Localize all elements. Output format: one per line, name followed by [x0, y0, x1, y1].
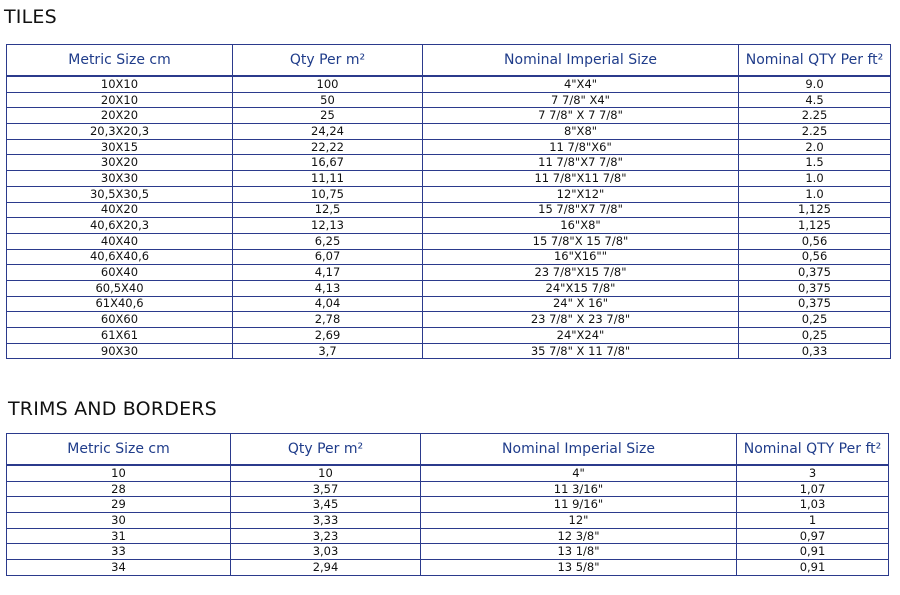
trims-header-row — [7, 434, 889, 466]
metric-size-cell: 40,6X20,3 — [7, 218, 233, 234]
qty-per-ft2-cell: 2.25 — [739, 124, 891, 140]
imperial-size-cell: 16"X8" — [423, 218, 739, 234]
metric-size-cell: 30X30 — [7, 171, 233, 187]
imperial-size-cell: 24" X 16" — [423, 296, 739, 312]
qty-per-m2-cell: 6,25 — [233, 233, 423, 249]
imperial-size-cell: 7 7/8" X 7 7/8" — [423, 108, 739, 124]
qty-per-m2-cell: 3,23 — [231, 528, 421, 544]
qty-per-m2-cell: 2,78 — [233, 312, 423, 328]
qty-per-ft2-cell: 0,375 — [739, 265, 891, 281]
trims-section-title: TRIMS AND BORDERS — [8, 398, 217, 420]
imperial-size-cell: 4" — [421, 465, 737, 481]
qty-per-m2-cell: 4,17 — [233, 265, 423, 281]
metric-size-cell: 30,5X30,5 — [7, 186, 233, 202]
qty-per-m2-cell: 3,45 — [231, 497, 421, 513]
imperial-size-cell: 15 7/8"X 15 7/8" — [423, 233, 739, 249]
qty-per-ft2-cell: 0,375 — [739, 280, 891, 296]
qty-per-m2-cell: 12,5 — [233, 202, 423, 218]
imperial-size-cell: 23 7/8"X15 7/8" — [423, 265, 739, 281]
table-row — [7, 171, 891, 187]
metric-size-cell: 20X20 — [7, 108, 233, 124]
table-row — [7, 296, 891, 312]
table-row — [7, 233, 891, 249]
metric-size-cell: 30X15 — [7, 139, 233, 155]
imperial-size-cell: 8"X8" — [423, 124, 739, 140]
table-row — [7, 124, 891, 140]
table-row — [7, 544, 889, 560]
metric-size-cell: 20X10 — [7, 92, 233, 108]
qty-per-m2-cell: 10,75 — [233, 186, 423, 202]
qty-per-ft2-cell: 2.0 — [739, 139, 891, 155]
imperial-size-cell: 13 5/8" — [421, 560, 737, 576]
metric-size-cell: 60,5X40 — [7, 280, 233, 296]
qty-per-m2-cell: 3,33 — [231, 513, 421, 529]
tiles-table-body — [7, 76, 891, 359]
table-row — [7, 108, 891, 124]
qty-per-ft2-cell: 9.0 — [739, 76, 891, 92]
qty-per-m2-cell: 4,04 — [233, 296, 423, 312]
qty-per-ft2-cell: 0,91 — [737, 544, 889, 560]
table-row — [7, 328, 891, 344]
column-header-metric-size: Metric Size cm — [7, 45, 233, 77]
imperial-size-cell: 4"X4" — [423, 76, 739, 92]
column-header-qty-per-ft2: Nominal QTY Per ft² — [737, 434, 889, 466]
metric-size-cell: 30 — [7, 513, 231, 529]
table-row — [7, 497, 889, 513]
metric-size-cell: 10 — [7, 465, 231, 481]
qty-per-m2-cell: 6,07 — [233, 249, 423, 265]
imperial-size-cell: 12"X12" — [423, 186, 739, 202]
imperial-size-cell: 24"X24" — [423, 328, 739, 344]
imperial-size-cell: 12 3/8" — [421, 528, 737, 544]
qty-per-ft2-cell: 1,125 — [739, 202, 891, 218]
qty-per-m2-cell: 22,22 — [233, 139, 423, 155]
imperial-size-cell: 11 9/16" — [421, 497, 737, 513]
qty-per-ft2-cell: 3 — [737, 465, 889, 481]
table-row — [7, 139, 891, 155]
qty-per-m2-cell: 2,94 — [231, 560, 421, 576]
qty-per-ft2-cell: 1.0 — [739, 186, 891, 202]
table-row — [7, 513, 889, 529]
column-header-qty-per-m2: Qty Per m² — [231, 434, 421, 466]
metric-size-cell: 40,6X40,6 — [7, 249, 233, 265]
table-row — [7, 265, 891, 281]
qty-per-ft2-cell: 0,33 — [739, 343, 891, 359]
qty-per-m2-cell: 100 — [233, 76, 423, 92]
trims-table — [6, 433, 889, 576]
imperial-size-cell: 35 7/8" X 11 7/8" — [423, 343, 739, 359]
metric-size-cell: 60X40 — [7, 265, 233, 281]
table-row — [7, 186, 891, 202]
qty-per-m2-cell: 4,13 — [233, 280, 423, 296]
table-row — [7, 155, 891, 171]
table-row — [7, 528, 889, 544]
qty-per-m2-cell: 2,69 — [233, 328, 423, 344]
column-header-qty-per-ft2: Nominal QTY Per ft² — [739, 45, 891, 77]
qty-per-m2-cell: 25 — [233, 108, 423, 124]
qty-per-ft2-cell: 0,25 — [739, 328, 891, 344]
imperial-size-cell: 11 3/16" — [421, 481, 737, 497]
tiles-section-title: TILES — [4, 6, 57, 28]
qty-per-ft2-cell: 0,375 — [739, 296, 891, 312]
table-row — [7, 343, 891, 359]
metric-size-cell: 90X30 — [7, 343, 233, 359]
imperial-size-cell: 15 7/8"X7 7/8" — [423, 202, 739, 218]
table-row — [7, 92, 891, 108]
tiles-table — [6, 44, 891, 359]
qty-per-ft2-cell: 0,91 — [737, 560, 889, 576]
qty-per-ft2-cell: 2.25 — [739, 108, 891, 124]
trims-table-body — [7, 465, 889, 575]
column-header-metric-size: Metric Size cm — [7, 434, 231, 466]
metric-size-cell: 30X20 — [7, 155, 233, 171]
imperial-size-cell: 23 7/8" X 23 7/8" — [423, 312, 739, 328]
metric-size-cell: 61X40,6 — [7, 296, 233, 312]
qty-per-ft2-cell: 1.5 — [739, 155, 891, 171]
tiles-header-row — [7, 45, 891, 77]
table-row — [7, 249, 891, 265]
imperial-size-cell: 24"X15 7/8" — [423, 280, 739, 296]
qty-per-ft2-cell: 0,25 — [739, 312, 891, 328]
imperial-size-cell: 7 7/8" X4" — [423, 92, 739, 108]
imperial-size-cell: 11 7/8"X11 7/8" — [423, 171, 739, 187]
metric-size-cell: 20,3X20,3 — [7, 124, 233, 140]
qty-per-m2-cell: 3,57 — [231, 481, 421, 497]
qty-per-ft2-cell: 1.0 — [739, 171, 891, 187]
qty-per-ft2-cell: 1,03 — [737, 497, 889, 513]
column-header-imperial-size: Nominal Imperial Size — [421, 434, 737, 466]
qty-per-ft2-cell: 1,07 — [737, 481, 889, 497]
qty-per-ft2-cell: 0,97 — [737, 528, 889, 544]
imperial-size-cell: 12" — [421, 513, 737, 529]
qty-per-m2-cell: 10 — [231, 465, 421, 481]
table-row — [7, 280, 891, 296]
table-row — [7, 202, 891, 218]
column-header-imperial-size: Nominal Imperial Size — [423, 45, 739, 77]
qty-per-m2-cell: 50 — [233, 92, 423, 108]
imperial-size-cell: 11 7/8"X7 7/8" — [423, 155, 739, 171]
imperial-size-cell: 11 7/8"X6" — [423, 139, 739, 155]
imperial-size-cell: 13 1/8" — [421, 544, 737, 560]
metric-size-cell: 28 — [7, 481, 231, 497]
qty-per-m2-cell: 3,7 — [233, 343, 423, 359]
table-row — [7, 312, 891, 328]
metric-size-cell: 60X60 — [7, 312, 233, 328]
metric-size-cell: 10X10 — [7, 76, 233, 92]
metric-size-cell: 40X20 — [7, 202, 233, 218]
qty-per-m2-cell: 3,03 — [231, 544, 421, 560]
metric-size-cell: 40X40 — [7, 233, 233, 249]
qty-per-m2-cell: 24,24 — [233, 124, 423, 140]
metric-size-cell: 29 — [7, 497, 231, 513]
table-row — [7, 481, 889, 497]
metric-size-cell: 61X61 — [7, 328, 233, 344]
qty-per-m2-cell: 12,13 — [233, 218, 423, 234]
column-header-qty-per-m2: Qty Per m² — [233, 45, 423, 77]
table-row — [7, 465, 889, 481]
table-row — [7, 76, 891, 92]
metric-size-cell: 31 — [7, 528, 231, 544]
qty-per-ft2-cell: 0,56 — [739, 233, 891, 249]
qty-per-ft2-cell: 4.5 — [739, 92, 891, 108]
table-row — [7, 560, 889, 576]
metric-size-cell: 34 — [7, 560, 231, 576]
qty-per-ft2-cell: 0,56 — [739, 249, 891, 265]
imperial-size-cell: 16"X16"" — [423, 249, 739, 265]
metric-size-cell: 33 — [7, 544, 231, 560]
table-row — [7, 218, 891, 234]
qty-per-ft2-cell: 1,125 — [739, 218, 891, 234]
qty-per-ft2-cell: 1 — [737, 513, 889, 529]
qty-per-m2-cell: 16,67 — [233, 155, 423, 171]
qty-per-m2-cell: 11,11 — [233, 171, 423, 187]
